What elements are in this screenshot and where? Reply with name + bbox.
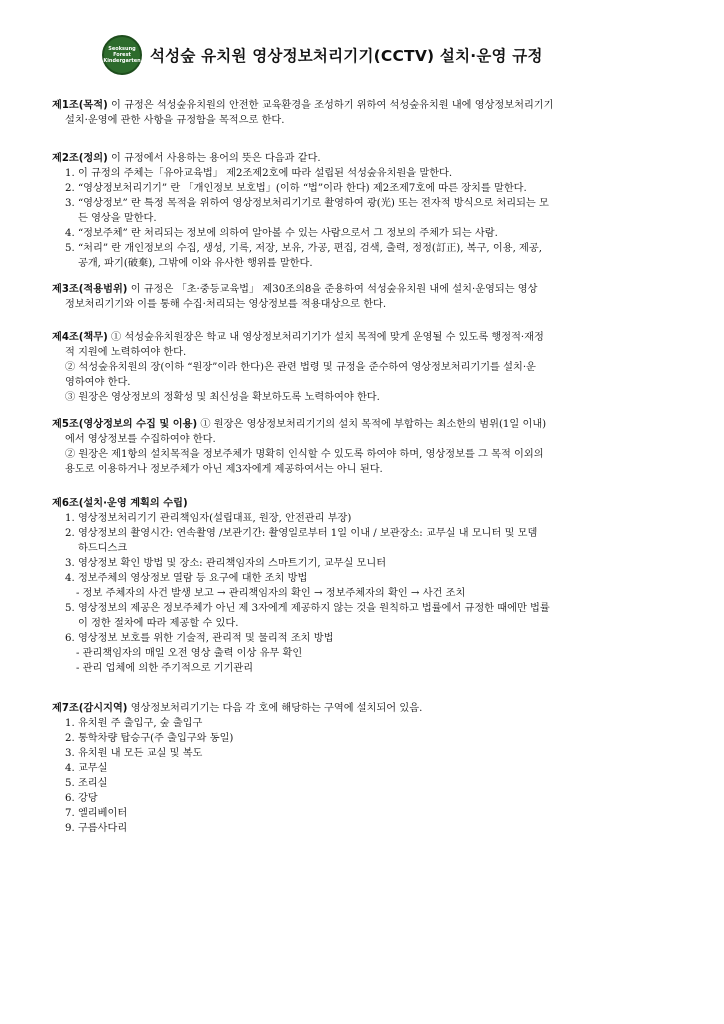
document-title: 석성숲 유치원 영상정보처리기기(CCTV) 설치·운영 규정 <box>150 47 543 65</box>
article-6-item: 1. 영상정보처리기기 관리책임자(설립대표, 원장, 안전관리 부장) <box>65 513 352 524</box>
article-2-item: 4. “정보주체” 란 처리되는 정보에 의하여 알아볼 수 있는 사람으로서 그 정보의 주체가 되는 사람. <box>65 228 498 239</box>
article-7-item: 7. 엘리베이터 <box>65 808 128 819</box>
article-6-subitem: - 관리책임자의 매일 오전 영상 출력 이상 유무 확인 <box>76 648 303 659</box>
kindergarten-logo <box>102 35 142 75</box>
article-4 <box>52 330 682 405</box>
article-7-item: 3. 유치원 내 모든 교실 및 복도 <box>65 748 203 759</box>
article-3 <box>52 282 682 312</box>
article-5-text-3: ② 원장은 제1항의 설치목적을 정보주체가 명확히 인식할 수 있도록 하여야 하며, 영상정보를 그 목적 이외의 <box>65 449 544 460</box>
article-2-item: 1. 이 규정의 주체는「유아교육법」 제2조제2호에 따라 설립된 석성숲유치원을 말한다. <box>65 168 453 179</box>
article-7-intro: 영상정보처리기기는 다음 각 호에 해당하는 구역에 설치되어 있음. <box>127 703 423 714</box>
article-1-heading: 제1조(목적) <box>52 100 108 111</box>
article-7-item: 1. 유치원 주 출입구, 숲 출입구 <box>65 718 203 729</box>
article-2 <box>52 151 682 271</box>
article-7-item: 4. 교무실 <box>65 763 108 774</box>
article-7 <box>52 701 682 836</box>
article-3-heading: 제3조(적용범위) <box>52 284 128 295</box>
article-4-heading: 제4조(책무) <box>52 332 108 343</box>
article-4-text-5: ③ 원장은 영상정보의 정확성 및 최신성을 확보하도록 노력하여야 한다. <box>65 392 380 403</box>
article-6-subitem: - 관리 업체에 의한 주기적으로 기기관리 <box>76 663 254 674</box>
article-2-item: 2. “영상정보처리기기” 란 「개인정보 보호법」(이하 “법”이라 한다) 제2조제7호에 따른 장치를 말한다. <box>65 183 527 194</box>
article-1-text-2: 설치·운영에 관한 사항을 규정함을 목적으로 한다. <box>65 115 285 126</box>
article-5-heading: 제5조(영상정보의 수집 및 이용) <box>52 419 198 430</box>
article-5-text-1: ① 원장은 영상정보처리기기의 설치 목적에 부합하는 최소한의 범위(1일 이내) <box>197 419 547 430</box>
logo-line3: Kindergarten <box>103 58 141 64</box>
article-2-item-cont: 공개, 파기(破棄), 그밖에 이와 유사한 행위를 말한다. <box>78 258 313 269</box>
article-6 <box>52 496 682 676</box>
logo-line2: Forest <box>113 52 131 58</box>
article-4-text-2: 적 지원에 노력하여야 한다. <box>65 347 187 358</box>
article-6-item: 3. 영상정보 확인 방법 및 장소: 관리책임자의 스마트기기, 교무실 모니터 <box>65 558 387 569</box>
article-6-item-cont: 이 정한 절차에 따라 제공할 수 있다. <box>78 618 239 629</box>
article-6-item: 4. 정보주체의 영상정보 열람 등 요구에 대한 조치 방법 <box>65 573 308 584</box>
article-6-subitem: - 정보 주체자의 사건 발생 보고 → 관리책임자의 확인 → 정보주체자의 확인 → 사건 조치 <box>76 588 466 599</box>
article-3-text-2: 정보처리기기와 이를 통해 수집·처리되는 영상정보를 적용대상으로 한다. <box>65 299 387 310</box>
article-5 <box>52 417 682 477</box>
article-6-item: 5. 영상정보의 제공은 정보주체가 아닌 제 3자에게 제공하지 않는 것을 원칙하고 법률에서 규정한 때에만 법률 <box>65 603 550 614</box>
article-7-item: 2. 통학차량 탑승구(주 출입구와 동일) <box>65 733 234 744</box>
article-4-text-3: ② 석성숲유치원의 장(이하 “원장”이라 한다)은 관련 법령 및 규정을 준수하여 영상정보처리기기를 설치·운 <box>65 362 536 373</box>
article-2-item: 5. “처리” 란 개인정보의 수집, 생성, 기록, 저장, 보유, 가공, 편집, 검색, 출력, 정정(訂正), 복구, 이용, 제공, <box>65 243 542 254</box>
article-7-item: 9. 구름사다리 <box>65 823 128 834</box>
logo-line1: Seoksung <box>108 46 136 52</box>
article-4-text-4: 영하여야 한다. <box>65 377 131 388</box>
article-3-text-1: 이 규정은 「초·중등교육법」 제30조의8을 준용하여 석성숲유치원 내에 설치·운영되는 영상 <box>127 284 538 295</box>
article-6-heading: 제6조(설치·운영 계획의 수립) <box>52 498 188 509</box>
article-2-intro: 이 규정에서 사용하는 용어의 뜻은 다음과 같다. <box>107 153 321 164</box>
article-6-item-cont: 하드디스크 <box>78 543 128 554</box>
article-5-text-4: 용도로 이용하거나 정보주체가 아닌 제3자에게 제공하여서는 아니 된다. <box>65 464 383 475</box>
article-1 <box>52 98 682 128</box>
article-4-text-1: ① 석성숲유치원장은 학교 내 영상정보처리기기가 설치 목적에 맞게 운영될 수 있도록 행정적·재정 <box>107 332 544 343</box>
article-2-item: 3. “영상정보” 란 특정 목적을 위하여 영상정보처리기기로 촬영하여 광(光) 또는 전자적 방식으로 처리되는 모 <box>65 198 549 209</box>
article-1-text-1: 이 규정은 석성숲유치원의 안전한 교육환경을 조성하기 위하여 석성숲유치원 내에 영상정보처리기기 <box>107 100 554 111</box>
document-header <box>102 34 543 76</box>
article-2-item-cont: 든 영상을 말한다. <box>78 213 157 224</box>
article-7-item: 5. 조리실 <box>65 778 108 789</box>
article-7-heading: 제7조(감시지역) <box>52 703 128 714</box>
article-7-item: 6. 강당 <box>65 793 98 804</box>
article-2-heading: 제2조(정의) <box>52 153 108 164</box>
article-6-item: 6. 영상정보 보호를 위한 기술적, 관리적 및 물리적 조치 방법 <box>65 633 334 644</box>
article-5-text-2: 에서 영상정보를 수집하여야 한다. <box>65 434 216 445</box>
article-6-item: 2. 영상정보의 촬영시간: 연속촬영 /보관기간: 촬영일로부터 1일 이내 / 보관장소: 교무실 내 모니터 및 모뎀 <box>65 528 538 539</box>
